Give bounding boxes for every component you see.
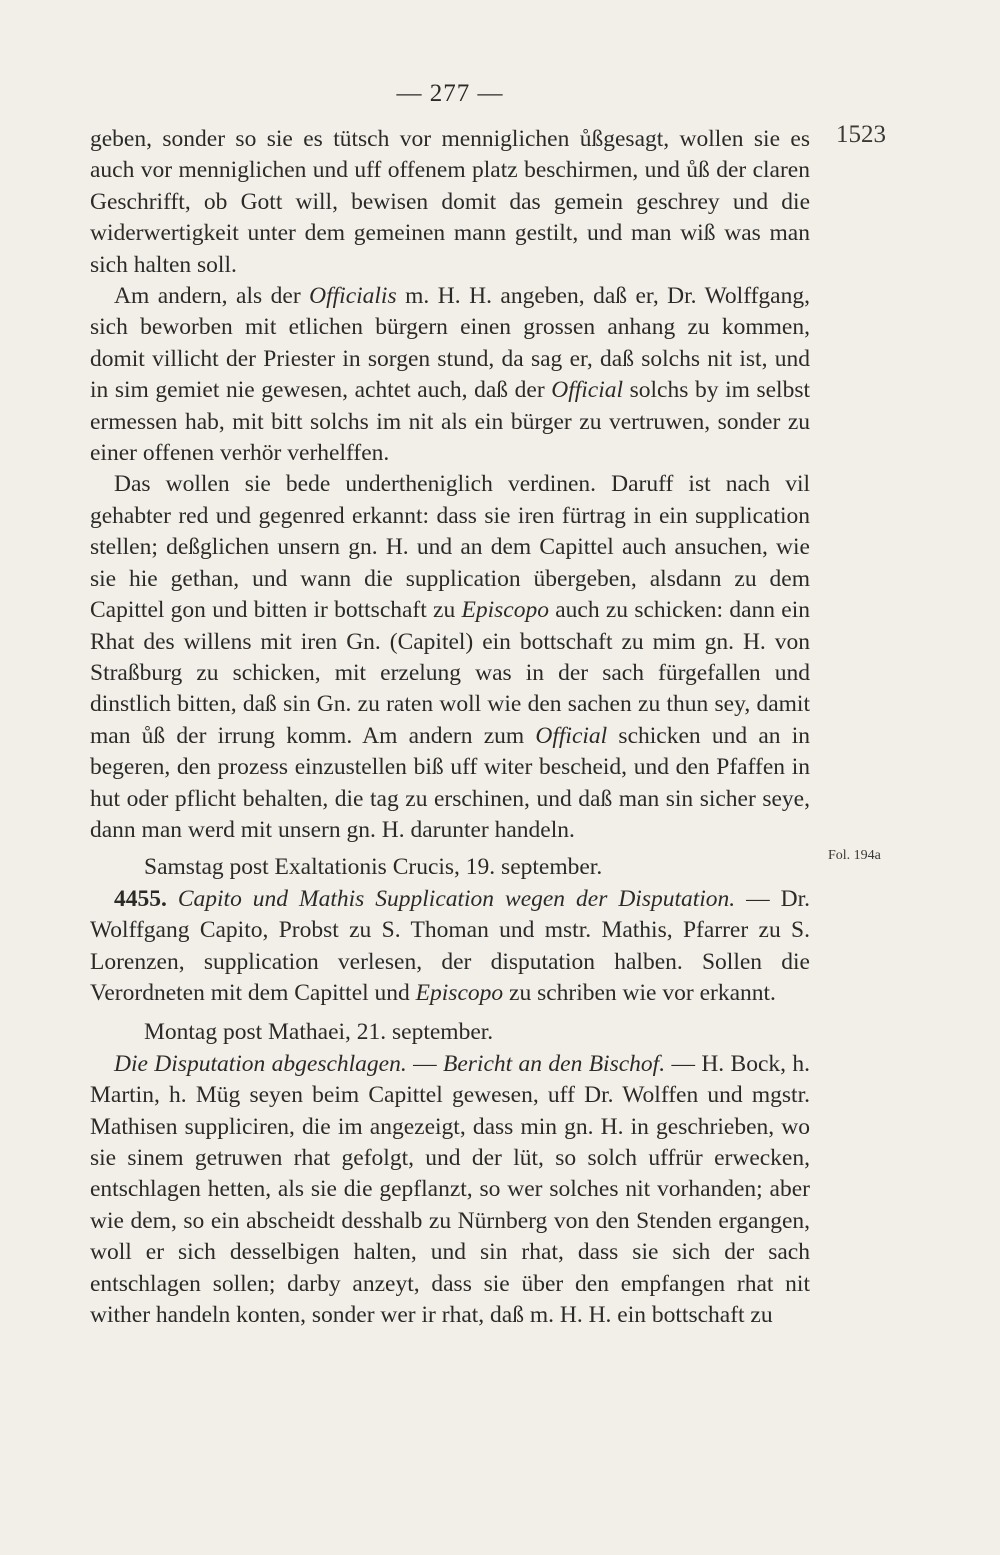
paragraph: Die Disputation abgeschlagen. — Bericht an den Bischof. — H. Bock, h. Martin, h. Müg seyen beim Capittel gewesen, uff Dr. Wolffen und mgstr. Mathisen suppliciren, die im angezeigt, dass min gn. H. in geschrieben, wo sie sinem getruwen rhat gefolgt, und der lüt, so solch uffrür erwecken, entschlagen hetten, als sie die gepflanzt, so wer solches nit vorhanden; aber wie dem, so ein abscheidt desshalb zu Nürnberg von den Stenden ergangen, woll er sich desselbigen halten, und sin rhat, dass sie sich der sach entschlagen sollen; darby anzeyt, dass sie über den empfangen rhat nit wither handeln konten, sonder wer ir rhat, daß m. H. H. ein bottschaft zu (90, 1050, 811, 1329)
entry-paragraph: 4455. Capito und Mathis Supplication wegen der Disputation. — Dr. Wolffgang Capito, Probst zu S. Thoman und mstr. Mathis, Pfarrer zu S. Lorenzen, supplication verlesen, der disputation halben. Sollen die Verordneten mit dem Capittel und Episcopo zu schriben wie vor erkannt. (90, 885, 810, 1006)
entry-number: 4455. (114, 885, 167, 912)
body-text (90, 124, 810, 1331)
paragraph: Das wollen sie bede undertheniglich verdinen. Daruff ist nach vil gehabter red und gegenred erkannt: dass sie iren fürtrag in ein supplication stellen; deßglichen unsern gn. H. und an dem Capittel auch ansuchen, wie sie hie gethan, und wann die supplication übergeben, alsdann zu dem Capittel gon und bitten ir bottschaft zu Episcopo auch zu schicken: dann ein Rhat des willens mit iren Gn. (Capitel) ein bottschaft zu mim gn. H. von Straßburg zu schicken, mit erzelung was in der sach fürgefallen und dinstlich bitten, daß sin Gn. zu raten woll wie den sachen zu thun sey, damit man ůß der irrung komm. Am andern zum Official schicken und an in begeren, den prozess einzustellen biß uff witer bescheid, und den Pfaffen in hut oder pflicht behalten, die tag zu erschinen, und daß man sin sicher seye, dann man werd mit unsern gn. H. darunter handeln. (90, 471, 811, 843)
margin-year: 1523 (836, 121, 886, 148)
dateline: Montag post Mathaei, 21. september. (144, 1019, 494, 1046)
dateline: Samstag post Exaltationis Crucis, 19. september. (144, 854, 603, 881)
paragraph: geben, sonder so sie es tütsch vor menniglichen ůßgesagt, wollen sie es auch vor menniglichen und uff offenem platz beschirmen, und ůß der claren Geschrifft, ob Gott will, bewisen domit das gemein geschrey und die widerwertigkeit unter dem gemeinen mann gestilt, und man wiß was man sich halten soll. (90, 126, 810, 278)
margin-folio: Fol. 194a (828, 848, 881, 863)
page-number: — 277 — (396, 80, 504, 107)
paragraph: Am andern, als der Officialis m. H. H. angeben, daß er, Dr. Wolffgang, sich beworben mit etlichen bürgern einen grossen anhang zu kommen, domit villicht der Priester in sorgen stund, da sag er, daß solchs nit ist, und in sim gemiet nie gewesen, achtet auch, daß der Official solchs by im selbst ermessen hab, mit bitt solchs im nit als ein bürger zu vertruwen, sonder zu einer offenen verhör verhelffen. (90, 283, 810, 467)
